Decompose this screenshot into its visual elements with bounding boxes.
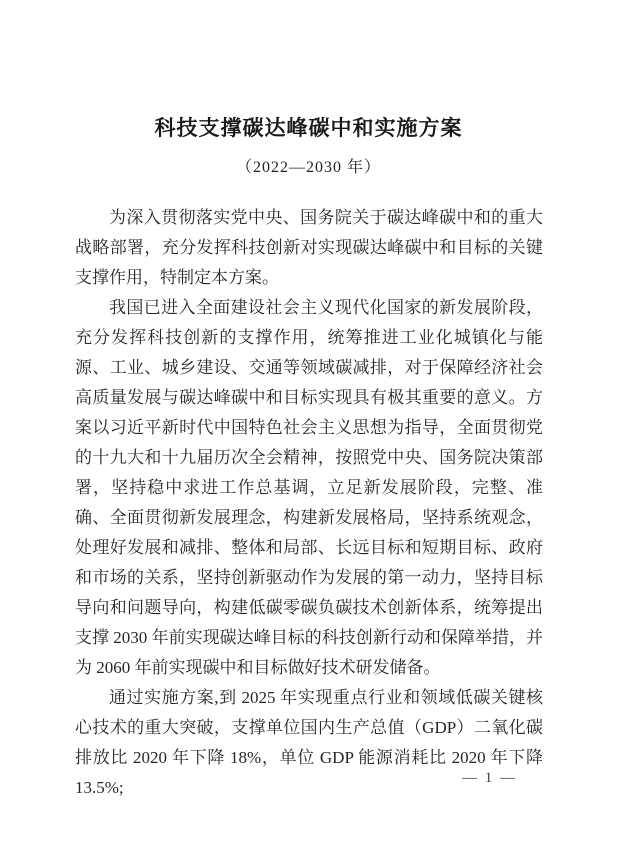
body-paragraph-3: 通过实施方案,到 2025 年实现重点行业和领域低碳关键核心技术的重大突破，支撑单位国内生产总值（GDP）二氧化碳排放比 2020 年下降 18%，单位 GDP 能源消耗比 2020 年下降 13.5%; [75,688,543,797]
body-paragraph-1: 为深入贯彻落实党中央、国务院关于碳达峰碳中和的重大战略部署，充分发挥科技创新对实现碳达峰碳中和目标的关键支撑作用，特制定本方案。 [75,208,543,287]
document-title: 科技支撑碳达峰碳中和实施方案 [154,116,463,140]
document-body [75,203,543,803]
page-number: — 1 — [462,770,517,786]
document-subtitle: （2022—2030 年） [235,159,381,176]
body-paragraph-2: 我国已进入全面建设社会主义现代化国家的新发展阶段，充分发挥科技创新的支撑作用，统筹推进工业化城镇化与能源、工业、城乡建设、交通等领域碳减排，对于保障经济社会高质量发展与碳达峰碳中和目标实现具有极其重要的意义。方案以习近平新时代中国特色社会主义思想为指导，全面贯彻党的十九大和十九届历次全会精神，按照党中央、国务院决策部署，坚持稳中求进工作总基调，立足新发展阶段，完整、准确、全面贯彻新发展理念，构建新发展格局，坚持系统观念，处理好发展和减排、整体和局部、长远目标和短期目标、政府和市场的关系，坚持创新驱动作为发展的第一动力，坚持目标导向和问题导向，构建低碳零碳负碳技术创新体系，统筹提出支撑 2030 年前实现碳达峰目标的科技创新行动和保障举措，并为 2060 年前实现碳中和目标做好技术研发储备。 [75,298,543,677]
